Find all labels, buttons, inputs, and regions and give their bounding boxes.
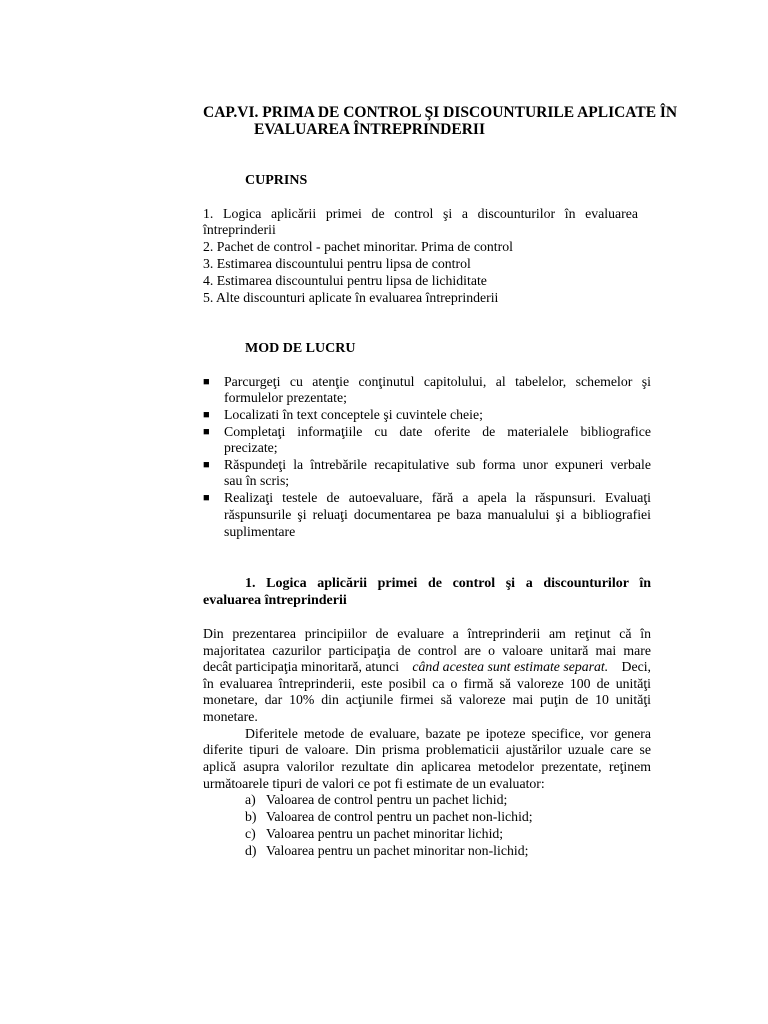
- para1-line3-start: decât participaţia minoritară, atunci: [203, 659, 400, 674]
- para1-line2: majoritatea cazurilor participaţia de control are o valoare unitară mai mare: [203, 643, 651, 658]
- cuprins-item-3: 3. Estimarea discountului pentru lipsa de control: [203, 256, 471, 271]
- cuprins-item-2: 2. Pachet de control - pachet minoritar. Prima de control: [203, 239, 513, 254]
- mod-item-5-line3: suplimentare: [224, 524, 296, 539]
- para1-line3-end: Deci,: [621, 659, 651, 674]
- mod-de-lucru-heading: MOD DE LUCRU: [245, 341, 356, 356]
- chapter-title-line1: CAP.VI. PRIMA DE CONTROL ŞI DISCOUNTURILE APLICATE ÎN: [203, 104, 678, 121]
- mod-item-4-line2: sau în scris;: [224, 473, 290, 488]
- para1-line4: în evaluarea întreprinderii, este posibil ca o firmă să valoreze 100 de unităţi: [203, 676, 651, 691]
- section1-heading-line1: 1. Logica aplicării primei de control şi a discounturilor în: [245, 576, 651, 591]
- cuprins-item-5: 5. Alte discounturi aplicate în evaluarea întreprinderii: [203, 290, 499, 305]
- list-letter: c): [245, 826, 256, 841]
- bullet-square-icon: ■: [203, 492, 210, 504]
- list-item-d: Valoarea pentru un pachet minoritar non-lichid;: [266, 843, 529, 858]
- cuprins-item-4: 4. Estimarea discountului pentru lipsa de lichiditate: [203, 273, 487, 288]
- cuprins-item-1-line1: 1. Logica aplicării primei de control şi a discounturilor în evaluarea: [203, 206, 638, 221]
- para2-line3: aplică asupra valorilor rezultate din aplicarea metodelor prezentate, reţinem: [203, 759, 651, 774]
- para1-line6: monetare.: [203, 709, 258, 724]
- bullet-square-icon: ■: [203, 376, 210, 388]
- para1-line3: [203, 659, 651, 676]
- mod-item-3-line2: precizate;: [224, 440, 278, 455]
- para1-line3-italic: când acestea sunt estimate separat.: [412, 659, 609, 674]
- chapter-title-line2: EVALUAREA ÎNTREPRINDERII: [254, 121, 485, 138]
- mod-item-3-line1: Completaţi informaţiile cu date oferite de materialele bibliografice: [224, 424, 651, 439]
- cuprins-item-1-line2: întreprinderii: [203, 222, 276, 237]
- list-letter: b): [245, 809, 257, 824]
- bullet-square-icon: ■: [203, 409, 210, 421]
- para1-line1: Din prezentarea principiilor de evaluare a întreprinderii am reţinut că în: [203, 626, 651, 641]
- mod-item-2-line1: Localizati în text conceptele şi cuvintele cheie;: [224, 407, 483, 422]
- bullet-square-icon: ■: [203, 426, 210, 438]
- para2-line1: Diferitele metode de evaluare, bazate pe ipoteze specifice, vor genera: [245, 726, 651, 741]
- mod-item-1-line2: formulelor prezentate;: [224, 390, 347, 405]
- mod-item-4-line1: Răspundeţi la întrebările recapitulative sub forma unor expuneri verbale: [224, 457, 651, 472]
- para1-line5: monetare, dar 10% din acţiunile firmei să valoreze mai puţin de 10 unităţi: [203, 692, 651, 707]
- mod-item-5-line1: Realizaţi testele de autoevaluare, fără a apela la răspunsuri. Evaluaţi: [224, 490, 651, 505]
- para2-line4: următoarele tipuri de valori ce pot fi estimate de un evaluator:: [203, 776, 545, 791]
- mod-item-5-line2: răspunsurile şi reluaţi documentarea pe baza manualului şi a bibliografiei: [224, 507, 651, 522]
- mod-item-1-line1: Parcurgeţi cu atenţie conţinutul capitolului, al tabelelor, schemelor şi: [224, 374, 651, 389]
- list-item-b: Valoarea de control pentru un pachet non-lichid;: [266, 809, 533, 824]
- list-letter: a): [245, 792, 256, 807]
- list-item-c: Valoarea pentru un pachet minoritar lichid;: [266, 826, 504, 841]
- cuprins-heading: CUPRINS: [245, 173, 308, 188]
- para2-line2: diferite tipuri de valoare. Din prisma problematicii ajustărilor uzuale care se: [203, 742, 651, 757]
- list-letter: d): [245, 843, 257, 858]
- section1-heading-line2: evaluarea întreprinderii: [203, 593, 347, 608]
- bullet-square-icon: ■: [203, 459, 210, 471]
- list-item-a: Valoarea de control pentru un pachet lichid;: [266, 792, 508, 807]
